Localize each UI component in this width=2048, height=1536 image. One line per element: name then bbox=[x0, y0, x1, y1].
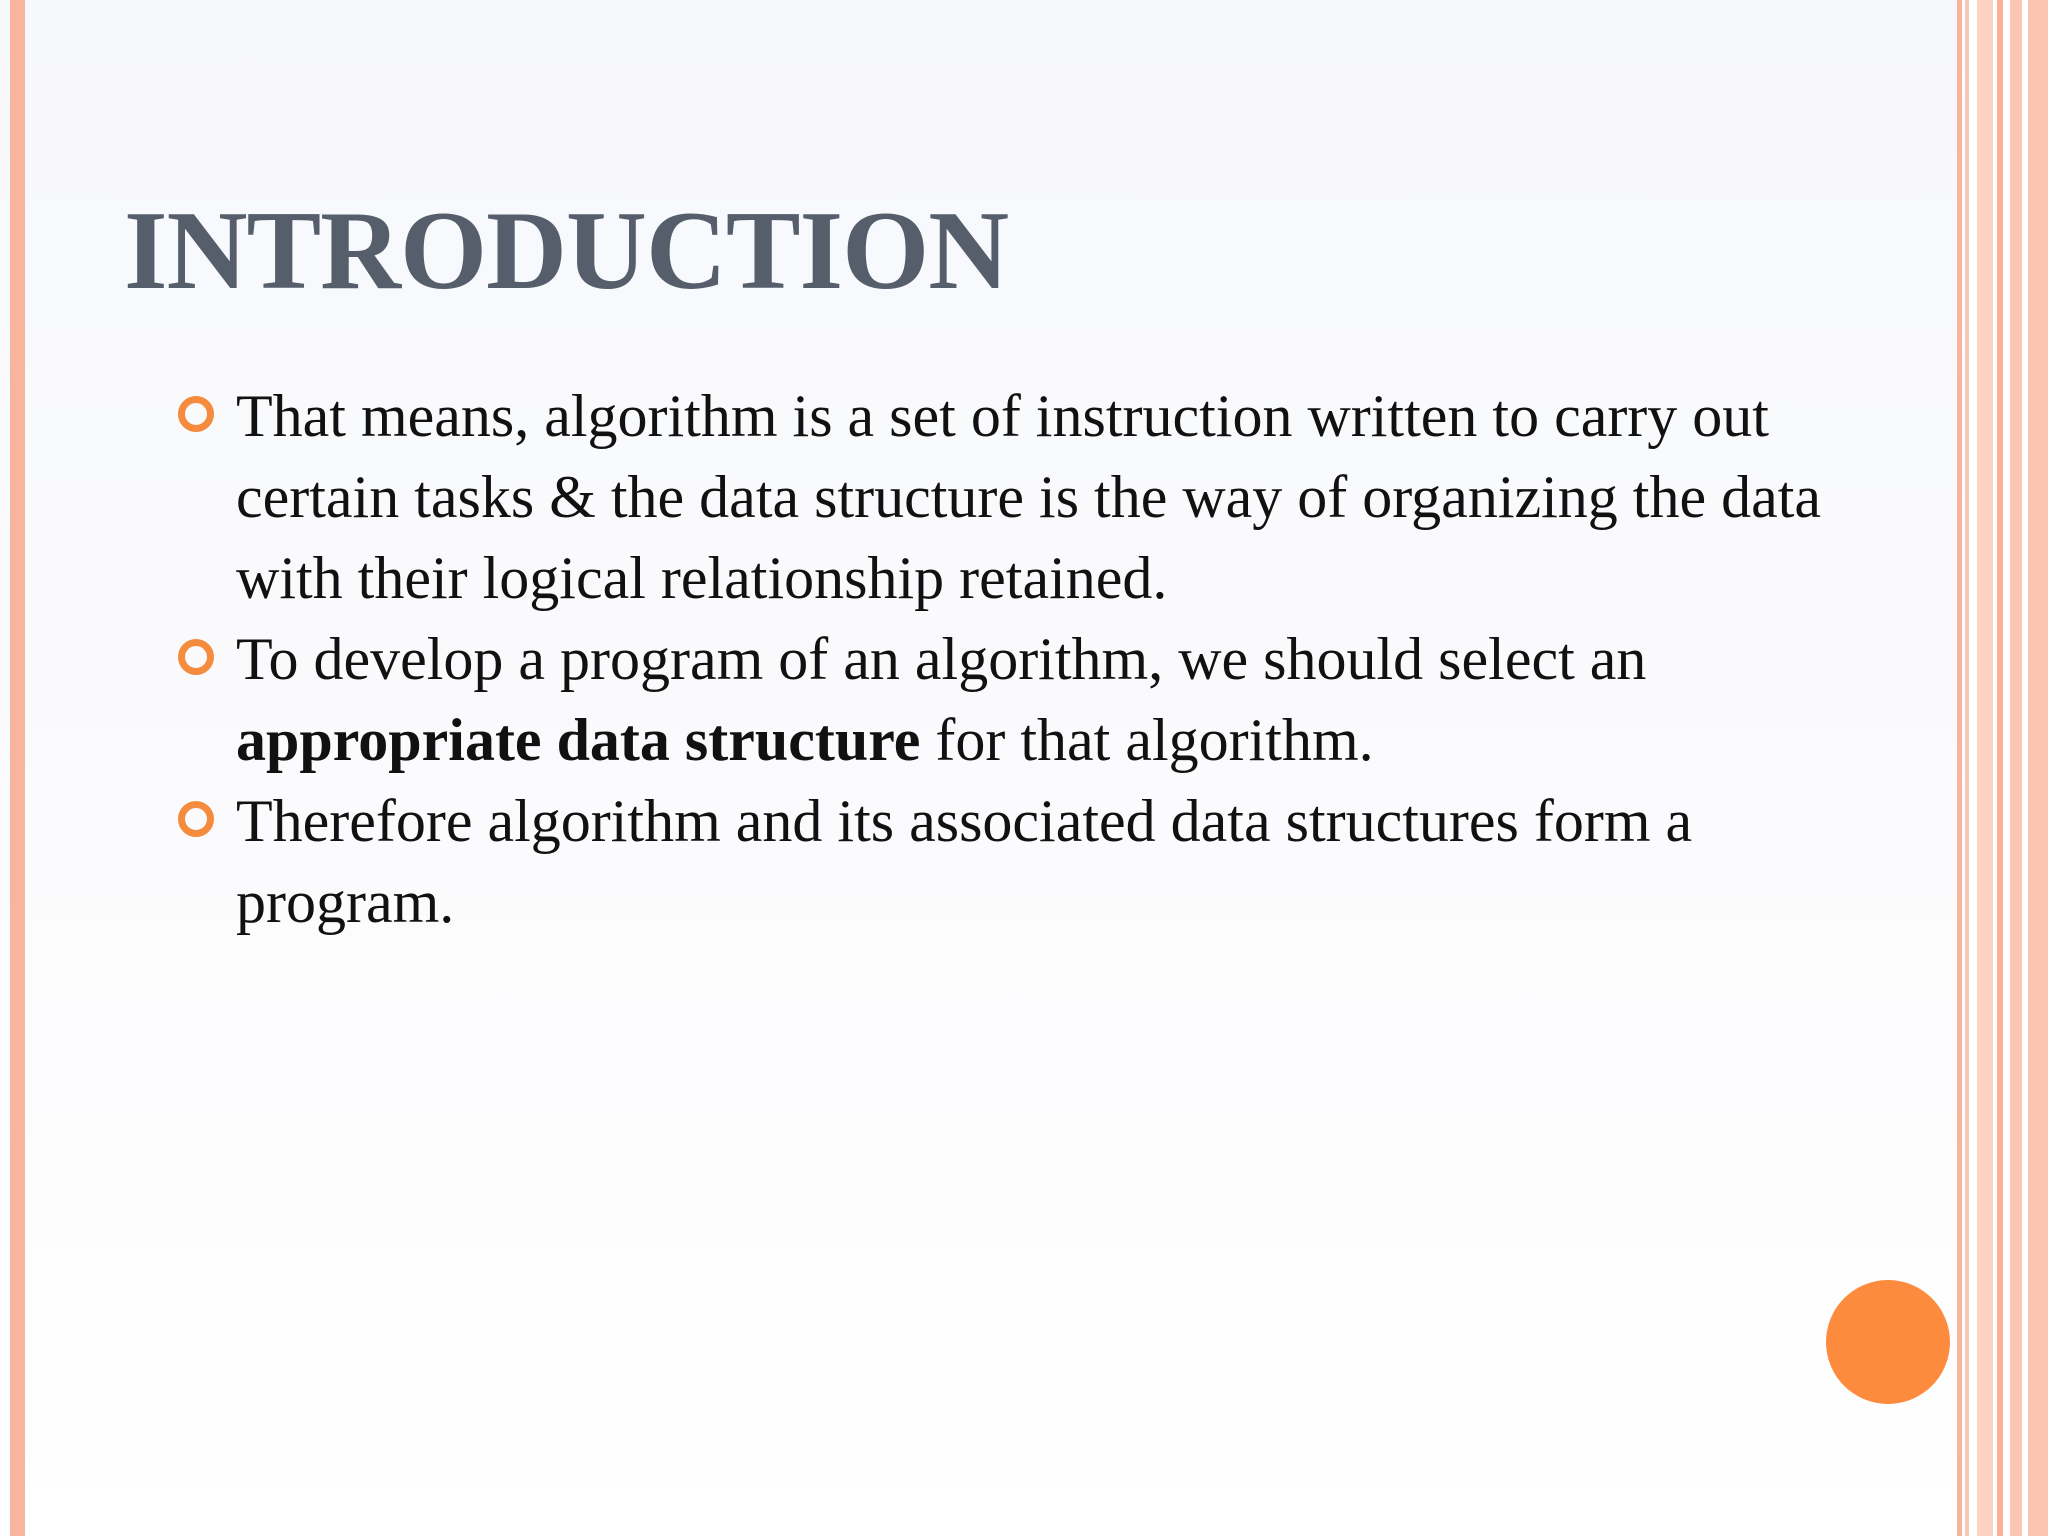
bullet-list bbox=[178, 376, 1918, 943]
right-stripe bbox=[2028, 0, 2048, 1536]
slide-title: INTRODUCTION bbox=[124, 189, 1009, 313]
bullet-item bbox=[178, 376, 1918, 619]
bullet-text-bold: appropriate data structure bbox=[236, 707, 921, 773]
hollow-circle-bullet-icon bbox=[178, 639, 214, 675]
orange-circle-icon bbox=[1826, 1280, 1950, 1404]
right-stripe bbox=[1965, 0, 1969, 1536]
bullet-text: Therefore algorithm and its associated data structures form a program. bbox=[236, 788, 1693, 935]
right-stripe bbox=[1977, 0, 1993, 1536]
hollow-circle-bullet-icon bbox=[178, 396, 214, 432]
bullet-text-after: for that algorithm. bbox=[920, 707, 1374, 773]
right-stripe bbox=[2010, 0, 2022, 1536]
bullet-item bbox=[178, 781, 1918, 943]
hollow-circle-bullet-icon bbox=[178, 801, 214, 837]
bullet-text: That means, algorithm is a set of instruction written to carry out certain tasks & the data structure is the way of organizing the data with their logical relationship retained. bbox=[236, 383, 1822, 611]
left-decorative-stripe bbox=[10, 0, 25, 1536]
bullet-item bbox=[178, 619, 1918, 781]
right-stripe bbox=[1997, 0, 2003, 1536]
right-stripe bbox=[1957, 0, 1962, 1536]
bullet-text-before: To develop a program of an algorithm, we should select an bbox=[236, 626, 1647, 692]
